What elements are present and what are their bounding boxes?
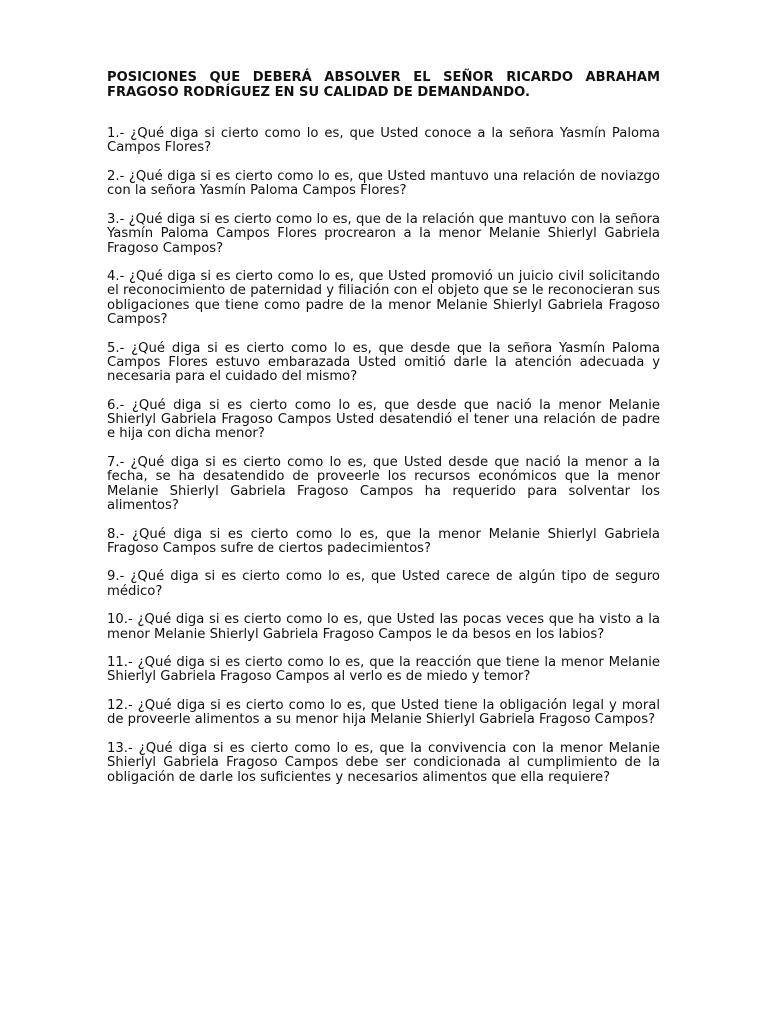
question-1: 1.- ¿Qué diga si cierto como lo es, que Usted conoce a la señora Yasmín Paloma Campos Flores? xyxy=(107,126,660,156)
document-title: POSICIONES QUE DEBERÁ ABSOLVER EL SEÑOR RICARDO ABRAHAM FRAGOSO RODRÍGUEZ EN SU CALIDAD DE DEMANDANDO. xyxy=(107,70,660,100)
question-5: 5.- ¿Qué diga si es cierto como lo es, que desde que la señora Yasmín Paloma Campos Flores estuvo embarazada Usted omitió darle la atención adecuada y necesaria para el cuidado del mismo? xyxy=(107,340,660,385)
question-12: 12.- ¿Qué diga si es cierto como lo es, que Usted tiene la obligación legal y moral de proveerle alimentos a su menor hija Melanie Shierlyl Gabriela Fragoso Campos? xyxy=(107,698,660,728)
question-4: 4.- ¿Qué diga si es cierto como lo es, que Usted promovió un juicio civil solicitando el reconocimiento de paternidad y filiación con el objeto que se le reconocieran sus obligaciones que tiene como padre de la menor Melanie Shierlyl Gabriela Fragoso Campos? xyxy=(107,269,660,328)
question-6: 6.- ¿Qué diga si es cierto como lo es, que desde que nació la menor Melanie Shierlyl Gabriela Fragoso Campos Usted desatendió el tener una relación de padre e hija con dicha menor? xyxy=(107,397,660,442)
question-2: 2.- ¿Qué diga si es cierto como lo es, que Usted mantuvo una relación de noviazgo con la señora Yasmín Paloma Campos Flores? xyxy=(107,169,660,199)
question-7: 7.- ¿Qué diga si es cierto como lo es, que Usted desde que nació la menor a la fecha, se ha desatendido de proveerle los recursos económicos que la menor Melanie Shierlyl Gabriela Fragoso Campos ha requerido para solventar los alimentos? xyxy=(107,455,660,513)
question-13: 13.- ¿Qué diga si es cierto como lo es, que la convivencia con la menor Melanie Shierlyl Gabriela Fragoso Campos debe ser condicionada al cumplimiento de la obligación de darle los suficientes y necesarios alimentos que ella requiere? xyxy=(107,740,660,785)
question-10: 10.- ¿Qué diga si es cierto como lo es, que Usted las pocas veces que ha visto a la menor Melanie Shierlyl Gabriela Fragoso Campos le da besos en los labios? xyxy=(107,612,660,642)
question-3: 3.- ¿Qué diga si es cierto como lo es, que de la relación que mantuvo con la señora Yasmín Paloma Campos Flores procrearon a la menor Melanie Shierlyl Gabriela Fragoso Campos? xyxy=(107,211,660,256)
question-9: 9.- ¿Qué diga si es cierto como lo es, que Usted carece de algún tipo de seguro médico? xyxy=(107,569,660,599)
question-8: 8.- ¿Qué diga si es cierto como lo es, que la menor Melanie Shierlyl Gabriela Fragoso Campos sufre de ciertos padecimientos? xyxy=(107,526,660,556)
question-11: 11.- ¿Qué diga si es cierto como lo es, que la reacción que tiene la menor Melanie Shierlyl Gabriela Fragoso Campos al verlo es de miedo y temor? xyxy=(107,655,660,685)
document-page xyxy=(107,71,660,799)
